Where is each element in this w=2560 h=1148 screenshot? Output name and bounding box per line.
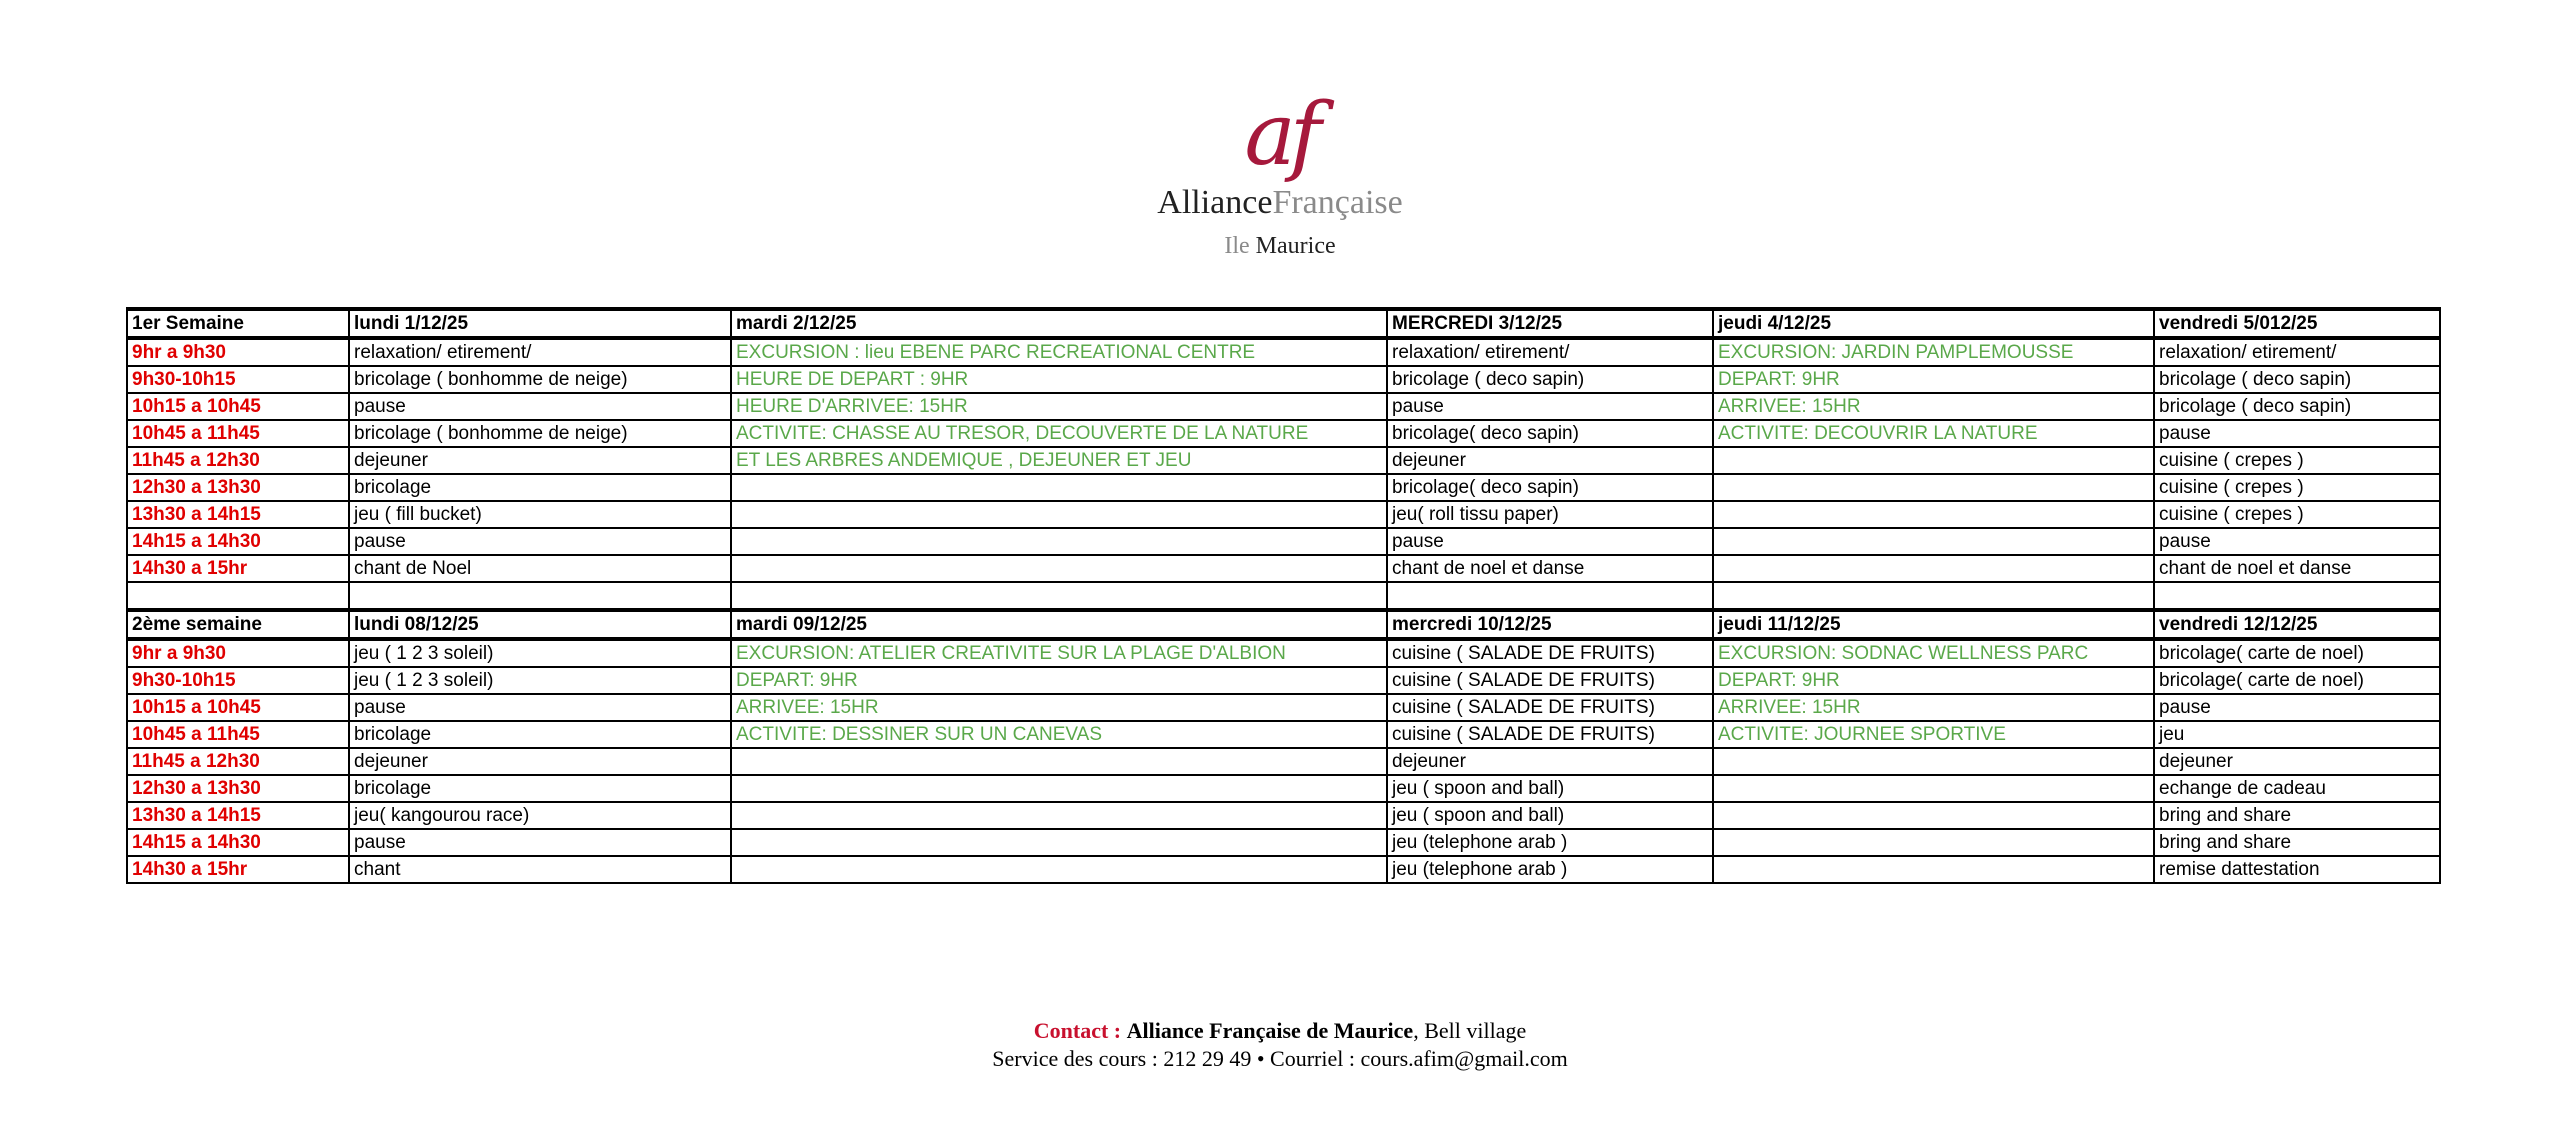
activity-cell-thursday [1713,748,2154,775]
time-slot: 10h45 a 11h45 [127,420,349,447]
activity-cell-friday: bricolage ( deco sapin) [2154,393,2440,420]
activity-cell-wednesday: jeu( roll tissu paper) [1387,501,1713,528]
activity-cell-friday: cuisine ( crepes ) [2154,501,2440,528]
activity-cell-monday: dejeuner [349,447,731,474]
schedule-row [127,639,2440,667]
schedule-row [127,555,2440,582]
activity-cell-tuesday [731,775,1387,802]
activity-cell-tuesday: HEURE D'ARRIVEE: 15HR [731,393,1387,420]
activity-cell-monday: pause [349,829,731,856]
time-slot: 14h15 a 14h30 [127,528,349,555]
time-slot: 13h30 a 14h15 [127,501,349,528]
activity-cell-wednesday: jeu ( spoon and ball) [1387,775,1713,802]
activity-cell-tuesday: ET LES ARBRES ANDEMIQUE , DEJEUNER ET JEU [731,447,1387,474]
day-header-thursday: jeudi 4/12/25 [1713,309,2154,338]
activity-cell-friday: cuisine ( crepes ) [2154,474,2440,501]
activity-cell-thursday: ACTIVITE: JOURNEE SPORTIVE [1713,721,2154,748]
activity-cell-monday: bricolage [349,474,731,501]
time-slot: 9hr a 9h30 [127,639,349,667]
schedule-row [127,856,2440,883]
activity-cell-thursday [1713,829,2154,856]
schedule-row [127,667,2440,694]
contact-location: , Bell village [1413,1018,1527,1043]
activity-cell-monday: pause [349,528,731,555]
activity-cell-thursday [1713,856,2154,883]
activity-cell-wednesday: jeu (telephone arab ) [1387,829,1713,856]
day-header-wednesday: mercredi 10/12/25 [1387,610,1713,639]
logo-subtitle [1140,231,1420,261]
activity-cell-wednesday: cuisine ( SALADE DE FRUITS) [1387,721,1713,748]
schedule-row [127,694,2440,721]
time-slot: 10h45 a 11h45 [127,721,349,748]
activity-cell-thursday [1713,582,2154,610]
activity-cell-wednesday: jeu ( spoon and ball) [1387,802,1713,829]
schedule-row [127,802,2440,829]
activity-cell-thursday: DEPART: 9HR [1713,667,2154,694]
activity-cell-wednesday: cuisine ( SALADE DE FRUITS) [1387,694,1713,721]
activity-cell-monday: jeu ( fill bucket) [349,501,731,528]
activity-cell-friday: bring and share [2154,802,2440,829]
day-header-tuesday: mardi 2/12/25 [731,309,1387,338]
time-slot: 9h30-10h15 [127,667,349,694]
time-slot: 14h30 a 15hr [127,856,349,883]
contact-label: Contact : [1033,1018,1122,1043]
activity-cell-monday: bricolage [349,721,731,748]
activity-cell-wednesday: cuisine ( SALADE DE FRUITS) [1387,639,1713,667]
activity-cell-tuesday: ACTIVITE: DESSINER SUR UN CANEVAS [731,721,1387,748]
activity-cell-thursday [1713,474,2154,501]
time-slot: 11h45 a 12h30 [127,748,349,775]
footer-contact-line [0,1018,2560,1044]
activity-cell-friday: jeu [2154,721,2440,748]
activity-cell-thursday: ACTIVITE: DECOUVRIR LA NATURE [1713,420,2154,447]
schedule-row [127,420,2440,447]
time-slot: 10h15 a 10h45 [127,694,349,721]
activity-cell-tuesday: ACTIVITE: CHASSE AU TRESOR, DECOUVERTE DE LA NATURE [731,420,1387,447]
schedule-row [127,775,2440,802]
activity-cell-tuesday [731,829,1387,856]
activity-cell-tuesday: ARRIVEE: 15HR [731,694,1387,721]
time-slot [127,582,349,610]
activity-cell-tuesday [731,501,1387,528]
day-header-friday: vendredi 12/12/25 [2154,610,2440,639]
activity-cell-wednesday: chant de noel et danse [1387,555,1713,582]
activity-cell-friday: dejeuner [2154,748,2440,775]
activity-cell-thursday: ARRIVEE: 15HR [1713,694,2154,721]
time-slot: 12h30 a 13h30 [127,474,349,501]
schedule-row [127,501,2440,528]
activity-cell-thursday: EXCURSION: JARDIN PAMPLEMOUSSE [1713,338,2154,366]
activity-cell-tuesday [731,582,1387,610]
activity-cell-tuesday [731,802,1387,829]
day-header-tuesday: mardi 09/12/25 [731,610,1387,639]
week-header-row [127,610,2440,639]
activity-cell-thursday [1713,447,2154,474]
activity-cell-wednesday: bricolage( deco sapin) [1387,420,1713,447]
activity-cell-friday: bring and share [2154,829,2440,856]
activity-cell-wednesday: dejeuner [1387,748,1713,775]
activity-cell-monday: pause [349,393,731,420]
activity-cell-wednesday: pause [1387,393,1713,420]
activity-cell-wednesday: pause [1387,528,1713,555]
week-label: 1er Semaine [127,309,349,338]
schedule-row [127,721,2440,748]
activity-cell-monday: dejeuner [349,748,731,775]
activity-cell-monday [349,582,731,610]
activity-cell-tuesday [731,555,1387,582]
logo-name-part2: Française [1272,184,1403,221]
logo-name-part1: Alliance [1157,184,1273,221]
time-slot: 10h15 a 10h45 [127,393,349,420]
activity-cell-monday: jeu ( 1 2 3 soleil) [349,667,731,694]
activity-cell-wednesday: relaxation/ etirement/ [1387,338,1713,366]
activity-cell-friday: echange de cadeau [2154,775,2440,802]
activity-cell-tuesday: HEURE DE DEPART : 9HR [731,366,1387,393]
activity-cell-thursday [1713,802,2154,829]
activity-cell-wednesday: jeu (telephone arab ) [1387,856,1713,883]
activity-cell-monday: jeu( kangourou race) [349,802,731,829]
activity-cell-monday: bricolage ( bonhomme de neige) [349,420,731,447]
logo-name [1140,183,1420,223]
activity-cell-friday: bricolage( carte de noel) [2154,667,2440,694]
activity-cell-friday [2154,582,2440,610]
activity-cell-monday: relaxation/ etirement/ [349,338,731,366]
week-header-row [127,309,2440,338]
activity-cell-friday: bricolage ( deco sapin) [2154,366,2440,393]
activity-cell-tuesday: DEPART: 9HR [731,667,1387,694]
activity-cell-friday: pause [2154,528,2440,555]
logo-mark: af [1244,85,1316,185]
activity-cell-monday: bricolage [349,775,731,802]
time-slot: 14h30 a 15hr [127,555,349,582]
activity-cell-monday: bricolage ( bonhomme de neige) [349,366,731,393]
time-slot: 9hr a 9h30 [127,338,349,366]
day-header-thursday: jeudi 11/12/25 [1713,610,2154,639]
activity-cell-friday: chant de noel et danse [2154,555,2440,582]
activity-cell-friday: pause [2154,420,2440,447]
activity-cell-tuesday: EXCURSION: ATELIER CREATIVITE SUR LA PLAGE D'ALBION [731,639,1387,667]
contact-org: Alliance Française de Maurice [1126,1018,1414,1043]
time-slot: 12h30 a 13h30 [127,775,349,802]
day-header-monday: lundi 08/12/25 [349,610,731,639]
activity-cell-monday: jeu ( 1 2 3 soleil) [349,639,731,667]
day-header-wednesday: MERCREDI 3/12/25 [1387,309,1713,338]
schedule-row [127,528,2440,555]
schedule-row [127,393,2440,420]
schedule-table [126,307,2441,884]
time-slot: 13h30 a 14h15 [127,802,349,829]
schedule-row [127,447,2440,474]
activity-cell-tuesday [731,748,1387,775]
schedule-body [127,309,2440,883]
schedule-row [127,829,2440,856]
activity-cell-tuesday [731,528,1387,555]
activity-cell-wednesday: bricolage( deco sapin) [1387,474,1713,501]
schedule-row [127,366,2440,393]
footer-service-line: Service des cours : 212 29 49 • Courriel : cours.afim@gmail.com [992,1046,1568,1071]
activity-cell-wednesday [1387,582,1713,610]
day-header-friday: vendredi 5/012/25 [2154,309,2440,338]
logo-sub-part2: Maurice [1255,233,1336,259]
activity-cell-friday: bricolage( carte de noel) [2154,639,2440,667]
time-slot: 14h15 a 14h30 [127,829,349,856]
schedule-row [127,582,2440,610]
time-slot: 9h30-10h15 [127,366,349,393]
activity-cell-wednesday: cuisine ( SALADE DE FRUITS) [1387,667,1713,694]
activity-cell-thursday: ARRIVEE: 15HR [1713,393,2154,420]
day-header-monday: lundi 1/12/25 [349,309,731,338]
activity-cell-friday: pause [2154,694,2440,721]
schedule-row [127,748,2440,775]
activity-cell-wednesday: bricolage ( deco sapin) [1387,366,1713,393]
activity-cell-thursday [1713,775,2154,802]
activity-cell-thursday [1713,528,2154,555]
logo [1140,85,1420,261]
logo-sub-part1: Ile [1224,233,1250,259]
week-label: 2ème semaine [127,610,349,639]
activity-cell-wednesday: dejeuner [1387,447,1713,474]
activity-cell-thursday [1713,501,2154,528]
activity-cell-friday: relaxation/ etirement/ [2154,338,2440,366]
activity-cell-friday: remise dattestation [2154,856,2440,883]
activity-cell-tuesday: EXCURSION : lieu EBENE PARC RECREATIONAL CENTRE [731,338,1387,366]
activity-cell-monday: chant [349,856,731,883]
activity-cell-thursday: DEPART: 9HR [1713,366,2154,393]
activity-cell-tuesday [731,474,1387,501]
schedule-row [127,338,2440,366]
schedule-row [127,474,2440,501]
activity-cell-thursday [1713,555,2154,582]
activity-cell-monday: pause [349,694,731,721]
activity-cell-tuesday [731,856,1387,883]
activity-cell-friday: cuisine ( crepes ) [2154,447,2440,474]
activity-cell-monday: chant de Noel [349,555,731,582]
time-slot: 11h45 a 12h30 [127,447,349,474]
activity-cell-thursday: EXCURSION: SODNAC WELLNESS PARC [1713,639,2154,667]
